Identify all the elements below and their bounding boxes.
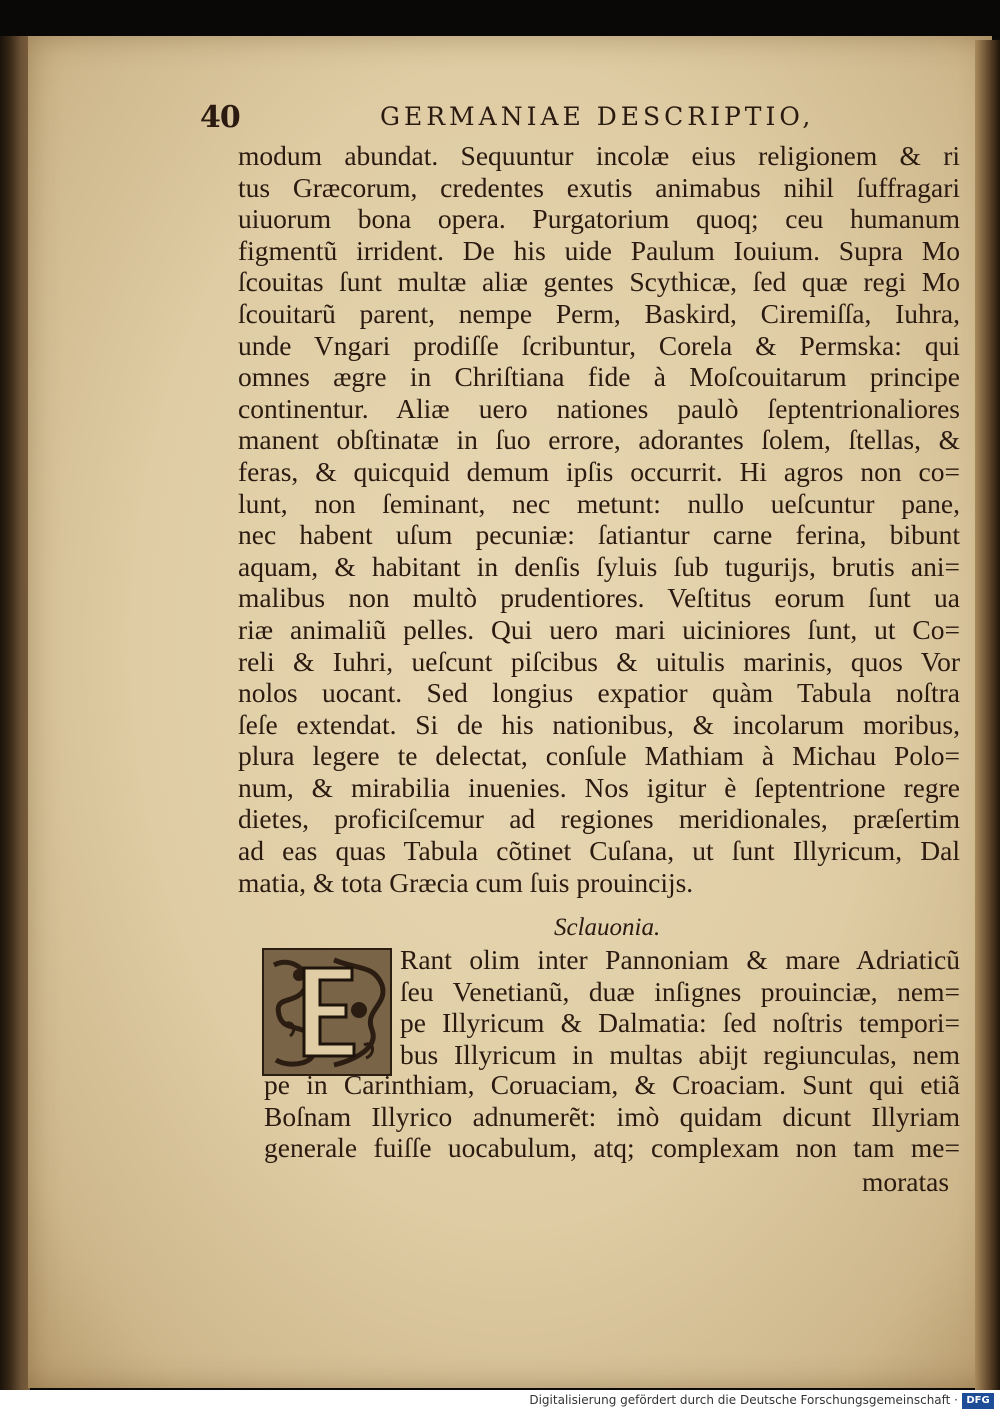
text-line: ſcouitas ſunt multæ aliæ gentes Scythicæ, ſed quæ regi Mo: [238, 266, 960, 298]
running-head: [200, 100, 960, 140]
decorated-initial-E: [262, 948, 392, 1076]
text-line: pe in Carinthiam, Coruaciam, & Croaciam. Sunt qui etiã: [264, 1069, 960, 1100]
text-line: uiuorum bona opera. Purgatorium quoq; ceu humanum: [238, 203, 960, 235]
text-line: Boſnam Illyrico adnumerẽt: imò quidam dicunt Illyriam: [264, 1100, 960, 1132]
scan-background-top: [0, 0, 1000, 38]
text-line: nolos uocant. Sed longius expatior quàm Tabula noſtra: [238, 677, 960, 709]
text-line: riæ animaliũ pelles. Qui uero mari uiciniores ſunt, ut Co=: [238, 613, 960, 645]
text-line: reli & Iuhri, ueſcunt piſcibus & uitulis marinis, quos Vor: [238, 645, 960, 677]
text-line: ſeſe extendat. Si de his nationibus, & incolarum moribus,: [238, 708, 960, 740]
body-text-block: [238, 140, 960, 898]
text-line: matia, & tota Græcia cum ſuis prouincijs.: [238, 866, 694, 898]
text-line: bus Illyricum in multas abijt regiunculas, nem: [400, 1038, 960, 1070]
continued-paragraph-lines: [264, 1069, 960, 1164]
book-spine-edge: [0, 36, 30, 1390]
text-line: ſcouitarũ parent, nempe Perm, Baskird, Ciremiſſa, Iuhra,: [238, 297, 960, 329]
text-line: ſeu Venetianũ, duæ inſignes prouinciæ, nem=: [400, 975, 960, 1007]
text-line: num, & mirabilia inuenies. Nos igitur è ſeptentrione regre: [238, 771, 960, 803]
footer-credit-text: Digitalisierung gefördert durch die Deutsche Forschungsgemeinschaft ·: [529, 1393, 958, 1407]
text-line: omnes ægre in Chriſtiana fide à Moſcouitarum principe: [238, 361, 960, 393]
dfg-logo: DFG: [962, 1393, 994, 1409]
text-line: aquam, & habitant in denſis ſyluis ſub tugurijs, brutis ani=: [238, 550, 960, 582]
text-line: plura legere te delectat, conſule Mathiam à Michau Polo=: [238, 740, 960, 772]
text-line: malibus non multò prudentiores. Veſtitus eorum ſunt ua: [238, 582, 960, 614]
text-line: nec habent uſum pecuniæ: ſatiantur carne ferina, bibunt: [238, 519, 960, 551]
text-line: pe Illyricum & Dalmatia: ſed noſtris tempori=: [400, 1007, 960, 1039]
text-line: manent obſtinatæ in ſuo errore, adorantes ſolem, ſtellas, &: [238, 424, 960, 456]
text-line: generale fuiſſe uocabulum, atq; complexam non tam me=: [264, 1132, 960, 1164]
text-line: unde Vngari prodiſſe ſcribuntur, Corela & Permska: qui: [238, 329, 960, 361]
section-heading: Sclauonia.: [554, 914, 661, 941]
text-line: ad eas quas Tabula cõtinet Cuſana, ut ſunt Illyricum, Dal: [238, 835, 960, 867]
page-fore-edge: [975, 40, 1000, 1390]
text-line: feras, & quicquid demum ipſis occurrit. Hi agros non co=: [238, 455, 960, 487]
text-line: continentur. Aliæ uero nationes paulò ſeptentrionaliores: [238, 392, 960, 424]
initial-paragraph-lines: [400, 944, 960, 1070]
page-number: 40: [200, 100, 240, 135]
text-line: Rant olim inter Pannoniam & mare Adriaticũ: [400, 944, 960, 975]
catchword: moratas: [862, 1166, 950, 1197]
text-line: lunt, non ſeminant, nec metunt: nullo ueſcuntur pane,: [238, 487, 960, 519]
text-line: figmentũ irrident. De his uide Paulum Iouium. Supra Mo: [238, 234, 960, 266]
text-line: tus Græcorum, credentes exutis animabus nihil ſuffragari: [238, 171, 960, 203]
text-line: dietes, proficiſcemur ad regiones meridionales, præſertim: [238, 803, 960, 835]
digitization-footer: [0, 1390, 1000, 1413]
text-line: modum abundat. Sequuntur incolæ eius religionem & ri: [238, 140, 960, 171]
running-head-title: GERMANIAE DESCRIPTIO,: [380, 102, 815, 131]
